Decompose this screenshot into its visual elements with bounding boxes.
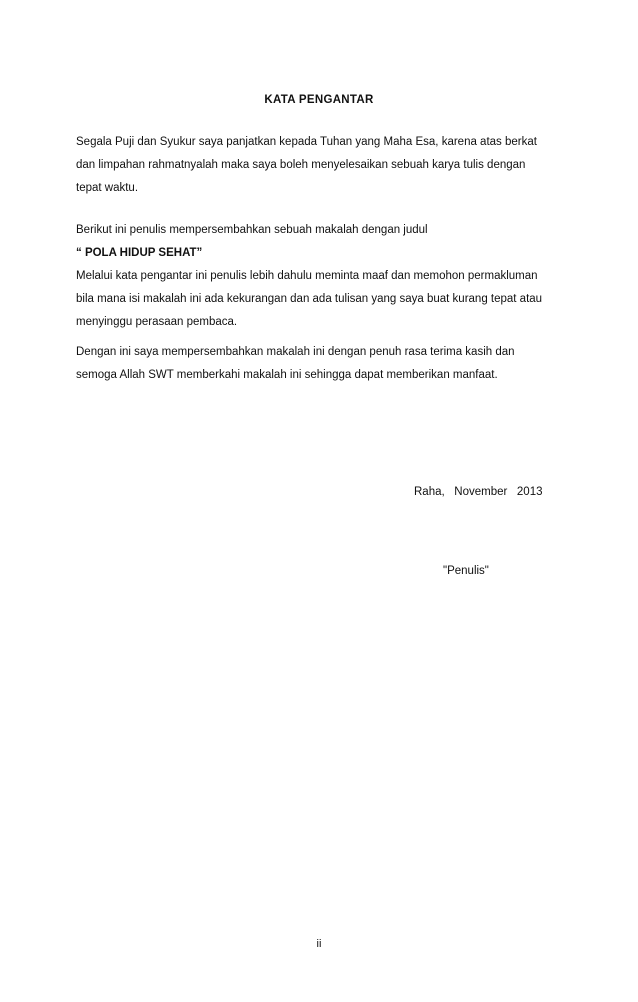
- paper-title: “ POLA HIDUP SEHAT”: [76, 247, 203, 259]
- paragraph-line: Segala Puji dan Syukur saya panjatkan kepada Tuhan yang Maha Esa, karena atas berkat: [76, 136, 537, 148]
- paragraph-gratitude: [76, 131, 576, 200]
- paragraph-line: bila mana isi makalah ini ada kekurangan dan ada tulisan yang saya buat kurang tepat atau: [76, 293, 543, 305]
- place-date: Raha, November 2013: [414, 486, 543, 498]
- author-signature: "Penulis": [443, 565, 489, 577]
- page-title: KATA PENGANTAR: [264, 94, 374, 106]
- paragraph-line: Berikut ini penulis mempersembahkan sebuah makalah dengan judul: [76, 224, 428, 236]
- page-number: ii: [316, 938, 322, 950]
- paragraph-line: Melalui kata pengantar ini penulis lebih dahulu meminta maaf dan memohon permakluman: [76, 270, 538, 282]
- paragraph-presentation: [76, 219, 576, 334]
- paragraph-line: semoga Allah SWT memberkahi makalah ini sehingga dapat memberikan manfaat.: [76, 369, 498, 381]
- paragraph-closing: [76, 341, 576, 387]
- paragraph-line: dan limpahan rahmatnyalah maka saya boleh menyelesaikan sebuah karya tulis dengan: [76, 159, 526, 171]
- paragraph-line: Dengan ini saya mempersembahkan makalah ini dengan penuh rasa terima kasih dan: [76, 346, 515, 358]
- paragraph-line: tepat waktu.: [76, 182, 139, 194]
- paragraph-line: menyinggu perasaan pembaca.: [76, 316, 238, 328]
